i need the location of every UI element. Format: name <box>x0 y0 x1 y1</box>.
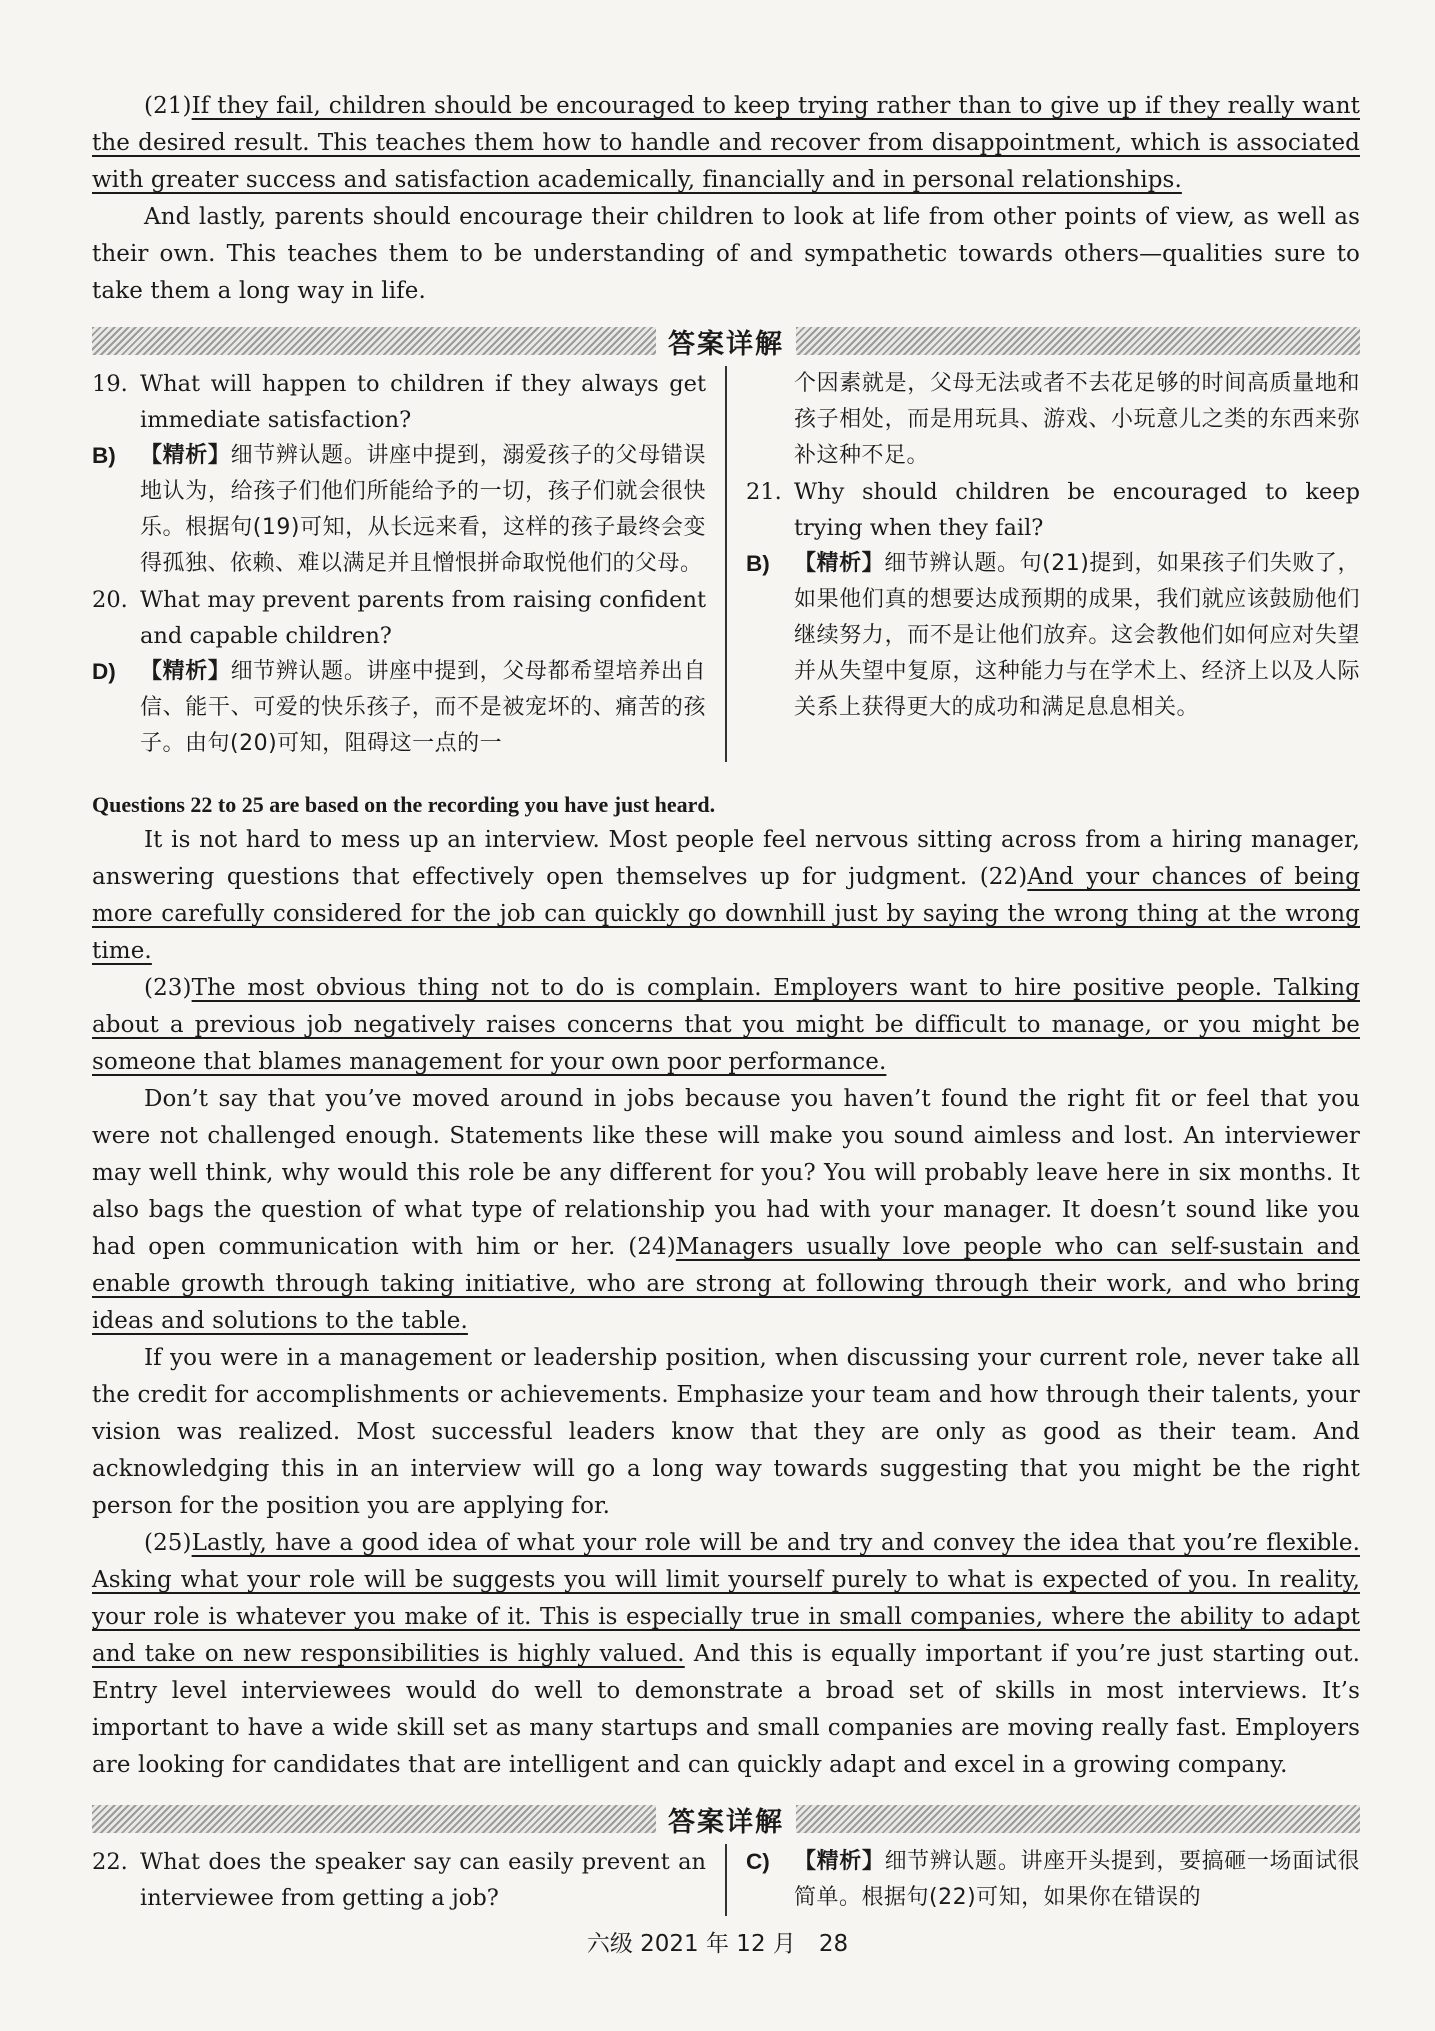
answer-20-continued: 个因素就是，父母无法或者不去花足够的时间高质量地和孩子相处，而是用玩具、游戏、小玩意儿之类的东西来弥补这种不足。 <box>794 371 1360 468</box>
question-text: What may prevent parents from raising confident and capable children? <box>140 587 706 649</box>
sentence-label-21: (21) <box>144 93 192 119</box>
question-21 <box>746 474 1360 546</box>
question-number: 22. <box>92 1849 128 1875</box>
answer-explanation <box>794 546 1360 726</box>
analysis-text: 细节辨认题。讲座中提到，溺爱孩子的父母错误地认为，给孩子们他们所能给予的一切，孩子们就会很快乐。根据句(19)可知，从长远来看，这样的孩子最终会变得孤独、依赖、难以满足并且憎恨拼命取悦他们的父母。 <box>140 443 706 576</box>
question-number: 21. <box>746 479 782 505</box>
answer-key: D) <box>92 659 116 684</box>
analysis-text: 细节辨认题。句(21)提到，如果孩子们失败了，如果他们真的想要达成预期的成果，我们就应该鼓励他们继续努力，而不是让他们放弃。这会教他们如何应对失望并从失望中复原，这种能力与在学术上、经济上以及人际关系上获得更大的成功和满足息息相关。 <box>794 551 1360 720</box>
answer-explanation <box>140 654 706 762</box>
question-text: Why should children be encouraged to keep trying when they fail? <box>794 479 1360 541</box>
paragraph-text: And this is equally important if you’re just starting out. Entry level interviewees would do well to demonstrate a broad set of skills in most interviews. It’s important to have a wide skill set as many startups and small companies are moving really fast. Employers are looking for candidates that are intelligent and can quickly adapt and excel in a growing company. <box>92 1641 1360 1778</box>
column-divider <box>725 366 727 762</box>
banner-hatch-left <box>92 327 656 355</box>
paragraph-lastly: And lastly, parents should encourage their children to look at life from other points of view, as well as their own. This teaches them to be understanding of and sympathetic towards others—qualities sure to take them a long way in life. <box>92 204 1360 304</box>
page-footer: 六级 2021 年 12 月 28 <box>586 1931 849 1957</box>
question-20 <box>92 582 706 654</box>
answer-20 <box>92 654 706 762</box>
question-19 <box>92 366 706 438</box>
answer-key: C) <box>746 1849 770 1874</box>
question-text: What will happen to children if they always get immediate satisfaction? <box>140 371 706 433</box>
section-heading: Questions 22 to 25 are based on the recording you have just heard. <box>92 792 716 817</box>
sentence-label-25: (25) <box>144 1530 192 1556</box>
answers-block-1 <box>92 366 1360 762</box>
answer-key: B) <box>746 551 770 576</box>
banner-title: 答案详解 <box>668 1806 784 1838</box>
analysis-text: 细节辨认题。讲座开头提到，要搞砸一场面试很简单。根据句(22)可知，如果你在错误的 <box>794 1849 1360 1910</box>
underlined-key-sentence-25: Lastly, have a good idea of what your role will be and try and convey the idea that you’re flexible. Asking what your role will be suggests you will limit yourself purely to what is expected of you. In reality, your role is whatever you make of it. This is especially true in small companies, where the ability to adapt and take on new responsibilities is highly valued. <box>92 1530 1360 1667</box>
column-divider <box>725 1844 727 1916</box>
question-text: What does the speaker say can easily prevent an interviewee from getting a job? <box>140 1849 706 1911</box>
paragraph-24 <box>92 1081 1360 1340</box>
paragraph-23 <box>92 970 1360 1081</box>
analysis-tag: 【精析】 <box>794 551 885 576</box>
banner-hatch-left <box>92 1805 656 1833</box>
question-number: 20. <box>92 587 128 613</box>
answers-block-2 <box>92 1844 1360 1916</box>
paragraph-21 <box>92 88 1360 199</box>
question-number: 19. <box>92 371 128 397</box>
paragraph-text: It is not hard to mess up an interview. Most people feel nervous sitting across from a hiring manager, answering questions that effectively open themselves up for judgment. (22) <box>92 827 1360 890</box>
paragraph-25 <box>92 1525 1360 1784</box>
answers-column-right <box>746 366 1360 762</box>
underlined-key-sentence-24: Managers usually love people who can self-sustain and enable growth through taking initiative, who are strong at following through their work, and who bring ideas and solutions to the table. <box>92 1234 1360 1334</box>
underlined-key-sentence-23: The most obvious thing not to do is complain. Employers want to hire positive people. Talking about a previous job negatively raises concerns that you might be difficult to manage, or you might be someone that blames management for your own poor performance. <box>92 975 1360 1075</box>
analysis-text: 细节辨认题。讲座中提到，父母都希望培养出自信、能干、可爱的快乐孩子，而不是被宠坏的、痛苦的孩子。由句(20)可知，阻碍这一点的一 <box>140 659 706 756</box>
answer-explanation <box>794 1844 1360 1916</box>
answer-19 <box>92 438 706 582</box>
paragraph-text: Don’t say that you’ve moved around in jobs because you haven’t found the right fit or feel that you were not challenged enough. Statements like these will make you sound aimless and lost. An interviewer may well think, why would this role be any different for you? You will probably leave here in six months. It also bags the question of what type of relationship you had with your manager. It doesn’t sound like you had open communication with him or her. (24) <box>92 1086 1360 1260</box>
sentence-label-23: (23) <box>144 975 192 1001</box>
answer-21 <box>746 546 1360 726</box>
answer-22 <box>746 1844 1360 1916</box>
document-page <box>92 88 1360 1916</box>
analysis-tag: 【精析】 <box>794 1849 885 1874</box>
analysis-tag: 【精析】 <box>140 659 231 684</box>
underlined-key-sentence-22: And your chances of being more carefully considered for the job can quickly go downhill just by saying the wrong thing at the wrong time. <box>92 864 1360 964</box>
banner-hatch-right <box>796 327 1360 355</box>
answers-column-left <box>92 1844 706 1916</box>
answer-explanation-banner <box>92 324 1360 358</box>
underlined-key-sentence-21: If they fail, children should be encouraged to keep trying rather than to give up if they really want the desired result. This teaches them how to handle and recover from disappointment, which is associated with greater success and satisfaction academically, financially and in personal relationships. <box>92 93 1360 193</box>
paragraph-22 <box>92 822 1360 970</box>
paragraph-leadership: If you were in a management or leadership position, when discussing your current role, never take all the credit for accomplishments or achievements. Emphasize your team and how through their talents, your vision was realized. Most successful leaders know that they are only as good as their team. And acknowledging this in an interview will go a long way towards suggesting that you might be the right person for the position you are applying for. <box>92 1345 1360 1519</box>
question-22 <box>92 1844 706 1916</box>
answer-explanation <box>140 438 706 582</box>
answer-explanation-banner-2 <box>92 1802 1360 1836</box>
answer-key: B) <box>92 443 116 468</box>
answers-column-right <box>746 1844 1360 1916</box>
analysis-tag: 【精析】 <box>140 443 231 468</box>
answers-column-left <box>92 366 706 762</box>
banner-hatch-right <box>796 1805 1360 1833</box>
banner-title: 答案详解 <box>668 328 784 360</box>
